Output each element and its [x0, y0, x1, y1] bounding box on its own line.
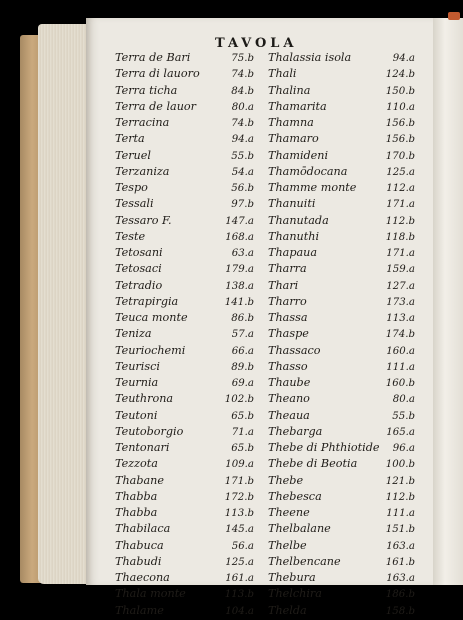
entry-name: Terra di lauoro — [115, 67, 200, 81]
index-entry — [268, 343, 415, 359]
entry-name: Teuriochemi — [115, 343, 186, 357]
entry-reference: 56.b — [231, 183, 254, 194]
index-entry — [115, 521, 262, 537]
entry-name: Tetosani — [115, 246, 163, 259]
index-entry — [268, 456, 415, 472]
index-entry — [268, 131, 415, 147]
entry-name: Tharro — [268, 294, 307, 308]
entry-reference: 147.a — [225, 215, 254, 227]
entry-reference: 171.a — [386, 248, 415, 259]
index-entry — [115, 570, 262, 586]
index-entry — [268, 83, 415, 99]
entry-name: Tessaro F. — [115, 213, 172, 227]
entry-name: Thebarga — [268, 424, 323, 438]
entry-reference: 111.a — [386, 508, 415, 519]
entry-reference: 96.a — [392, 443, 415, 454]
entry-name: Theaua — [268, 408, 310, 422]
index-entry — [268, 505, 415, 521]
entry-name: Teniza — [115, 327, 152, 341]
entry-reference: 125.a — [386, 166, 415, 178]
entry-reference: 179.a — [225, 264, 254, 276]
entry-name: Terta — [115, 132, 145, 146]
entry-reference: 156.b — [385, 118, 415, 129]
entry-reference: 86.b — [231, 313, 254, 324]
entry-reference: 165.a — [386, 426, 415, 438]
entry-name: Thelbencane — [268, 554, 341, 568]
entry-name: Teuthrona — [115, 392, 174, 406]
bookmark-tab — [448, 12, 460, 20]
entry-name: Thaube — [268, 376, 311, 389]
entry-reference: 160.a — [386, 345, 415, 357]
entry-reference: 57.a — [231, 329, 254, 341]
entry-reference: 186.b — [385, 589, 415, 601]
entry-name: Thassa — [268, 311, 308, 324]
entry-name: Thabane — [115, 473, 164, 487]
index-entry — [115, 326, 262, 342]
entry-reference: 172.b — [224, 491, 254, 503]
entry-reference: 174.b — [385, 329, 415, 341]
entry-reference: 173.a — [386, 296, 415, 308]
entry-reference: 125.a — [225, 556, 254, 568]
entry-reference: 161.a — [225, 573, 254, 584]
index-entry — [268, 489, 415, 505]
entry-name: Thebe — [268, 473, 304, 487]
entry-reference: 97.b — [231, 199, 254, 211]
entry-reference: 65.b — [231, 410, 254, 422]
entry-reference: 158.b — [385, 605, 415, 617]
index-entry — [268, 164, 415, 180]
entry-reference: 63.a — [231, 248, 254, 259]
entry-reference: 94.a — [231, 134, 254, 146]
entry-name: Thanutada — [268, 213, 329, 227]
entry-reference: 54.a — [231, 166, 254, 178]
entry-reference: 160.b — [385, 378, 415, 389]
index-entry — [268, 586, 415, 602]
entry-reference: 163.a — [386, 540, 415, 552]
entry-reference: 56.a — [231, 540, 254, 552]
entry-reference: 124.b — [385, 69, 415, 81]
index-entry — [268, 99, 415, 115]
entry-name: Thabudi — [115, 554, 162, 568]
entry-name: Thebesca — [268, 489, 322, 503]
index-entry — [268, 408, 415, 424]
index-columns — [115, 50, 415, 619]
entry-name: Thalassia isola — [268, 51, 352, 64]
index-entry — [268, 245, 415, 261]
entry-reference: 89.b — [231, 361, 254, 373]
entry-name: Theano — [268, 392, 310, 406]
index-entry — [268, 278, 415, 294]
entry-reference: 150.b — [385, 85, 415, 97]
entry-reference: 156.b — [385, 134, 415, 146]
entry-name: Teutoborgio — [115, 424, 184, 438]
index-entry — [268, 538, 415, 554]
index-entry — [115, 456, 262, 472]
entry-name: Teruel — [115, 148, 151, 162]
entry-name: Terra ticha — [115, 83, 178, 97]
entry-reference: 113.b — [224, 508, 254, 519]
entry-name: Thamme monte — [268, 181, 357, 194]
entry-name: Thasso — [268, 359, 308, 373]
index-entry — [115, 375, 262, 391]
index-entry — [268, 50, 415, 66]
index-entry — [268, 570, 415, 586]
entry-reference: 69.a — [231, 378, 254, 389]
index-entry — [115, 164, 262, 180]
entry-name: Thali — [268, 67, 297, 81]
index-entry — [268, 554, 415, 570]
entry-reference: 163.a — [386, 573, 415, 584]
running-head: TAVOLA — [215, 36, 298, 51]
entry-reference: 138.a — [225, 280, 254, 292]
entry-reference: 112.b — [385, 215, 415, 227]
entry-name: Terracina — [115, 116, 170, 129]
entry-reference: 151.b — [385, 524, 415, 536]
entry-reference: 121.b — [385, 475, 415, 487]
entry-name: Thanuiti — [268, 197, 316, 211]
entry-name: Thaecona — [115, 571, 170, 584]
entry-name: Thamarita — [268, 99, 327, 113]
entry-reference: 113.b — [224, 589, 254, 601]
entry-reference: 100.b — [385, 459, 415, 471]
entry-name: Teurisci — [115, 359, 160, 373]
entry-reference: 168.a — [225, 231, 254, 243]
entry-reference: 113.a — [386, 313, 415, 324]
entry-name: Thebe di Beotia — [268, 457, 358, 471]
index-entry — [268, 424, 415, 440]
entry-reference: 161.b — [385, 556, 415, 568]
entry-reference: 141.b — [224, 296, 254, 308]
index-entry — [268, 603, 415, 619]
entry-name: Theene — [268, 506, 310, 519]
entry-name: Tetradio — [115, 278, 163, 292]
index-entry — [268, 310, 415, 326]
index-entry — [115, 554, 262, 570]
entry-name: Teuca monte — [115, 311, 188, 324]
index-entry — [115, 359, 262, 375]
entry-reference: 74.b — [231, 118, 254, 129]
entry-name: Teste — [115, 229, 146, 243]
index-entry — [115, 196, 262, 212]
entry-reference: 55.b — [231, 150, 254, 162]
entry-reference: 66.a — [231, 345, 254, 357]
entry-reference: 104.a — [225, 605, 254, 617]
index-entry — [115, 294, 262, 310]
entry-name: Thamideni — [268, 148, 329, 162]
entry-name: Thelbe — [268, 538, 307, 552]
entry-name: Terra de Bari — [115, 51, 191, 64]
index-entry — [268, 473, 415, 489]
index-entry — [268, 196, 415, 212]
index-entry — [115, 343, 262, 359]
entry-name: Thari — [268, 278, 299, 292]
index-entry — [115, 391, 262, 407]
index-entry — [115, 148, 262, 164]
index-entry — [268, 391, 415, 407]
index-entry — [115, 213, 262, 229]
index-entry — [115, 229, 262, 245]
index-entry — [115, 83, 262, 99]
entry-name: Thaspe — [268, 327, 309, 341]
entry-name: Thapaua — [268, 246, 318, 259]
entry-name: Thebura — [268, 571, 316, 584]
entry-reference: 112.a — [386, 183, 415, 194]
entry-name: Teutoni — [115, 408, 158, 422]
index-entry — [268, 375, 415, 391]
entry-name: Terra de lauor — [115, 99, 197, 113]
index-entry — [115, 99, 262, 115]
entry-name: Thebe di Phthiotide — [268, 441, 380, 454]
entry-name: Thanuthi — [268, 229, 320, 243]
entry-reference: 127.a — [386, 280, 415, 292]
index-entry — [115, 310, 262, 326]
index-entry — [115, 586, 262, 602]
entry-reference: 94.a — [392, 53, 415, 64]
index-entry — [115, 538, 262, 554]
entry-name: Thala monte — [115, 587, 186, 601]
index-entry — [268, 261, 415, 277]
entry-reference: 171.a — [386, 199, 415, 211]
entry-name: Tharra — [268, 262, 307, 276]
index-entry — [268, 115, 415, 131]
facing-page-edge — [433, 18, 463, 585]
index-entry — [115, 66, 262, 82]
entry-reference: 118.b — [385, 231, 415, 243]
entry-reference: 111.a — [386, 361, 415, 373]
index-entry — [115, 473, 262, 489]
entry-name: Thelbalane — [268, 522, 331, 536]
entry-name: Tezzota — [115, 457, 158, 471]
entry-reference: 112.b — [385, 491, 415, 503]
entry-name: Thalina — [268, 83, 311, 97]
index-entry — [115, 505, 262, 521]
entry-name: Terzaniza — [115, 164, 170, 178]
index-entry — [115, 245, 262, 261]
index-entry — [115, 50, 262, 66]
entry-name: Thamaro — [268, 132, 319, 146]
entry-reference: 170.b — [385, 150, 415, 162]
index-entry — [115, 489, 262, 505]
entry-reference: 65.b — [231, 443, 254, 454]
entry-reference: 74.b — [231, 69, 254, 81]
entry-reference: 145.a — [225, 524, 254, 536]
entry-name: Thabuca — [115, 538, 164, 552]
index-entry — [268, 229, 415, 245]
entry-reference: 159.a — [386, 264, 415, 276]
entry-name: Thalame — [115, 603, 164, 617]
entry-name: Tetrapirgia — [115, 294, 179, 308]
entry-name: Teurnia — [115, 376, 159, 389]
entry-reference: 102.b — [224, 394, 254, 406]
entry-reference: 55.b — [392, 410, 415, 422]
entry-name: Thelda — [268, 603, 307, 617]
index-entry — [115, 424, 262, 440]
index-entry — [268, 180, 415, 196]
index-entry — [115, 603, 262, 619]
index-column-right — [268, 50, 415, 619]
index-entry — [115, 115, 262, 131]
entry-name: Thamōdocana — [268, 164, 348, 178]
entry-reference: 75.b — [231, 53, 254, 64]
index-entry — [115, 261, 262, 277]
entry-reference: 71.a — [231, 426, 254, 438]
entry-name: Thabba — [115, 489, 158, 503]
index-entry — [115, 131, 262, 147]
entry-reference: 84.b — [231, 85, 254, 97]
index-entry — [268, 294, 415, 310]
index-entry — [268, 326, 415, 342]
entry-reference: 110.a — [386, 101, 415, 113]
entry-name: Thamna — [268, 116, 314, 129]
entry-name: Thelchira — [268, 587, 322, 601]
entry-reference: 80.a — [392, 394, 415, 406]
entry-name: Tetosaci — [115, 262, 162, 276]
entry-name: Tentonari — [115, 441, 170, 454]
index-entry — [115, 440, 262, 456]
index-entry — [268, 213, 415, 229]
entry-reference: 171.b — [224, 475, 254, 487]
index-entry — [268, 66, 415, 82]
index-entry — [115, 278, 262, 294]
entry-name: Tespo — [115, 181, 148, 194]
index-entry — [268, 359, 415, 375]
index-entry — [268, 440, 415, 456]
entry-name: Thabba — [115, 506, 158, 519]
index-entry — [115, 180, 262, 196]
index-entry — [268, 521, 415, 537]
index-entry — [115, 408, 262, 424]
index-entry — [268, 148, 415, 164]
entry-name: Thabilaca — [115, 522, 171, 536]
entry-name: Thassaco — [268, 343, 321, 357]
entry-reference: 109.a — [225, 459, 254, 471]
index-column-left — [115, 50, 262, 619]
entry-name: Tessali — [115, 197, 154, 211]
entry-reference: 80.a — [231, 101, 254, 113]
